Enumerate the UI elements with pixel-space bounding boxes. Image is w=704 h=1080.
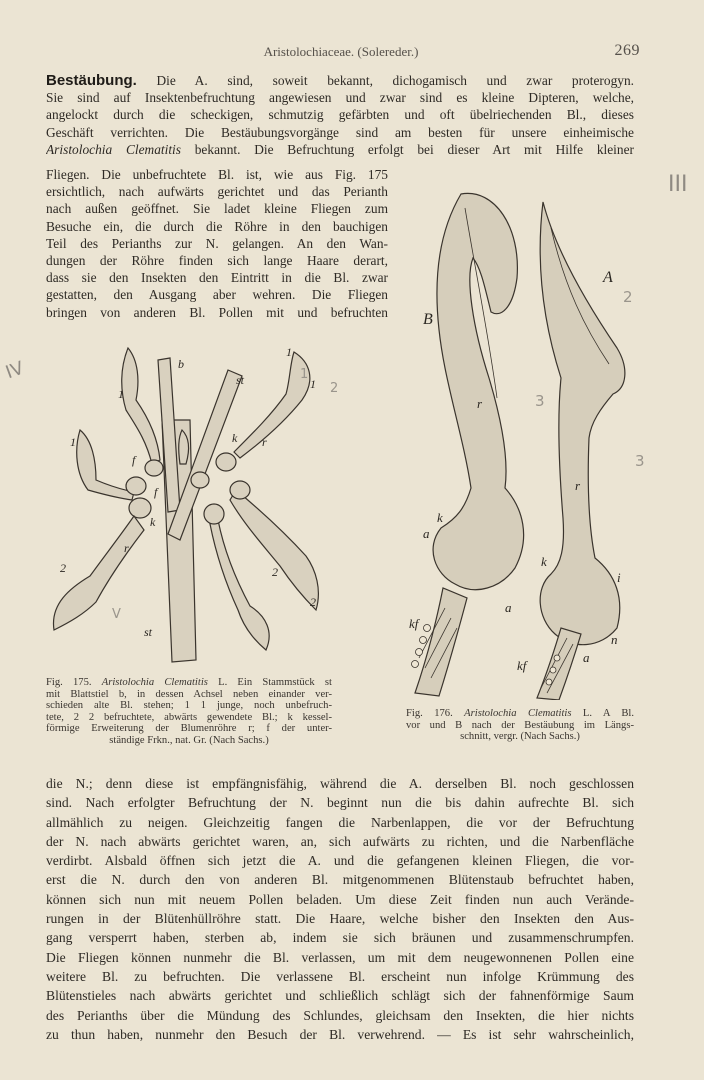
text-line: rungen in der Blütenhüllröhre statt. Die Haare, welche bisher den Insekten den Aus- [46,911,634,927]
flower-kettle [126,477,146,495]
flower-kettle [145,460,163,476]
caption-line: schieden alte Bl. stehen; 1 1 junge, noch unbefruch- [46,700,332,712]
pencil-2: 2 [623,288,633,306]
pencil-note-roman-three: III [668,172,688,197]
text-line: können sich nun mit neuem Pollen beladen. Um diese Zeit finden nun auch Verände- [46,891,634,907]
label-n: n [611,632,618,647]
flower-b-section [433,193,524,589]
text-line: Sie sind auf Insektenbefruchtung angewiesen und zwar sind es kleine Dipteren, welche, [46,90,634,106]
figure-176-caption [406,708,634,743]
text-line: Die Fliegen können nunmehr die Bl. verlassen, um mit dem neugewonnenen Pollen eine [46,949,634,965]
text-line: Geschäft verrichten. Die Bestäubungsvorgänge sind am besten für unsere einheimische [46,124,634,140]
text-line: ersichtlich, nach aufwärts gerichtet und das Perianth [46,184,388,200]
flower-left [77,430,134,500]
text-line: nach außen geöffnet. Sie ladet kleine Fliegen zum [46,201,388,217]
pencil-v: V [112,607,121,622]
text-line: der N. nach abwärts gerichtet waren, an, sich aufwärts zu richten, und die Narbenfläche [46,833,634,849]
main-paragraph [46,774,634,1044]
label-f-upper: f [132,453,136,467]
caption-line: tete, 2 2 befruchtete, abwärts gewendete Bl.; k kessel- [46,711,332,723]
section-heading: Bestäubung. [46,72,137,89]
text-line: Teil des Perianths zur N. gelangen. An den Wan- [46,235,388,251]
flower-kettle [216,453,236,471]
running-title: Aristolochiaceae. (Solereder.) [263,44,419,59]
text-line: zu thun haben, nunmehr den Besuch der Bl. verwehrend. — Es ist sehr wahrscheinlich, [46,1026,634,1042]
label-st-top: st [236,373,245,387]
text-line: Besuche ein, die durch die Röhre in den bauchigen [46,218,388,234]
pencil-2: 2 [330,381,339,396]
label-a-left-bottom: a [505,600,512,615]
caption-line: förmige Erweiterung der Blumenröhre r; f der unter- [46,723,332,735]
label-two-a: 2 [60,561,66,575]
label-f-lower: f [154,485,158,499]
figure-175-illustration [40,340,340,670]
text-line: sind. Nach erfolgter Befruchtung der N. beginnt nun die bis dahin aufrechte Bl. sich [46,795,634,811]
label-two-b: 2 [272,565,278,579]
text-line: gang versperrt haben, sterben ab, indem sie sich bräunen und zusammenschrumpfen. [46,930,634,946]
label-one-d: 1 [310,377,316,391]
label-b: b [178,357,184,371]
text-line: angelockt durch die scheckigen, schmutzig gefärbten und oft übelriechenden Bl., dieses [46,107,634,123]
text-line: die N.; denn diese ist empfängnisfähig, während die A. derselben Bl. noch geschlossen [46,776,634,791]
species-name: Aristolochia Clematitis [46,141,181,157]
caption-line: mit Blattstiel b, in dessen Achsel neben einander ver- [46,688,332,700]
label-k-lower: k [150,515,156,529]
label-r-upper: r [262,435,267,449]
text-line: allmählich zu neigen. Gleichzeitig fangen die Narbenlappen, die vor der Befruchtung [46,814,634,830]
text-line: dass sie den Insekten den Eintritt in die Bl. zwar [46,270,388,286]
narrow-paragraph [46,166,388,321]
flower-lower-left [53,516,144,630]
figure-176-illustration [405,188,650,700]
pencil-1: 1 [300,367,309,382]
flower-kettle [191,472,209,488]
text-line: bekannt. Die Befruchtung erfolgt bei dieser Art mit Hilfe kleiner [181,141,634,157]
label-kf-left: kf [409,616,419,631]
page-number: 269 [614,42,640,59]
label-a-left-top: a [423,526,430,541]
label-B: B [423,311,433,328]
flower-kettle [204,504,224,524]
flower-kettle [129,498,151,518]
label-A: A [603,269,613,286]
label-one-b: 1 [70,435,76,449]
pencil-3b: 3 [635,452,645,470]
text-line: Blütenstieles nach abwärts gerichtet und schließlich schlägt sich der fahnenförmige Saum [46,988,634,1004]
label-i: i [617,570,621,585]
fig-number: Fig. 175. [46,677,92,688]
text-line: verdirbt. Alsbald öffnen sich jetzt die A. und die gefangenen kleinen Fliegen, die vor- [46,853,634,869]
flower-kettle [230,481,250,499]
intro-paragraph [46,72,634,158]
label-kf-right: kf [517,658,527,673]
label-k-left: k [437,510,443,525]
species-name: Aristolochia Clematitis [101,677,208,688]
text-line: weitere Bl. zu befruchten. Die verlassene Bl. erscheint nun infolge Krümmung des [46,968,634,984]
label-a-right: a [583,650,590,665]
text-line: erst die N. durch den von anderen Bl. mitgenommenen Blütenstaub befruchtet haben, [46,872,634,888]
label-st-bottom: st [144,625,153,639]
label-k-right: k [541,554,547,569]
label-one-c: 1 [286,345,292,359]
caption-line: L. A Bl. [571,708,634,719]
pencil-note-roman-four: IV [2,357,27,384]
fig-number: Fig. 176. [406,708,453,719]
label-k-upper: k [232,431,238,445]
text-line: bringen von anderen Bl. Pollen mit und befruchten [46,304,388,320]
figure-175-caption [46,677,332,747]
flower-a-ovary [537,628,581,700]
label-r-right: r [575,478,581,493]
label-two-c: 2 [310,595,316,609]
caption-line: L. Ein Stammstück st [207,677,332,688]
pencil-3a: 3 [535,392,545,410]
label-r-left: r [477,396,483,411]
text-line: Fliegen. Die unbefruchtete Bl. ist, wie aus Fig. 175 [46,167,388,182]
species-name: Aristolochia Clematitis [464,708,572,719]
label-r-lower: r [124,541,129,555]
flower-upper-right [234,352,310,458]
label-one-a: 1 [118,387,124,401]
text-line: des Perianths über die Mündung des Schlundes, gleichsam den Insekten, die hier nichts [46,1007,634,1023]
text-line: Die A. sind, soweit bekannt, dichogamisch und zwar proterogyn. [136,73,634,88]
flower-upper-left [122,348,160,464]
caption-line: ständige Frkn., nat. Gr. (Nach Sachs.) [109,734,269,746]
caption-line: vor und B nach der Bestäubung im Längs- [406,719,634,731]
text-line: dungen der Röhre finden sich lange Haare derart, [46,252,388,268]
text-line: gestatten, den Ausgang aber wehren. Die Fliegen [46,287,388,303]
caption-line: schnitt, vergr. (Nach Sachs.) [460,731,580,743]
